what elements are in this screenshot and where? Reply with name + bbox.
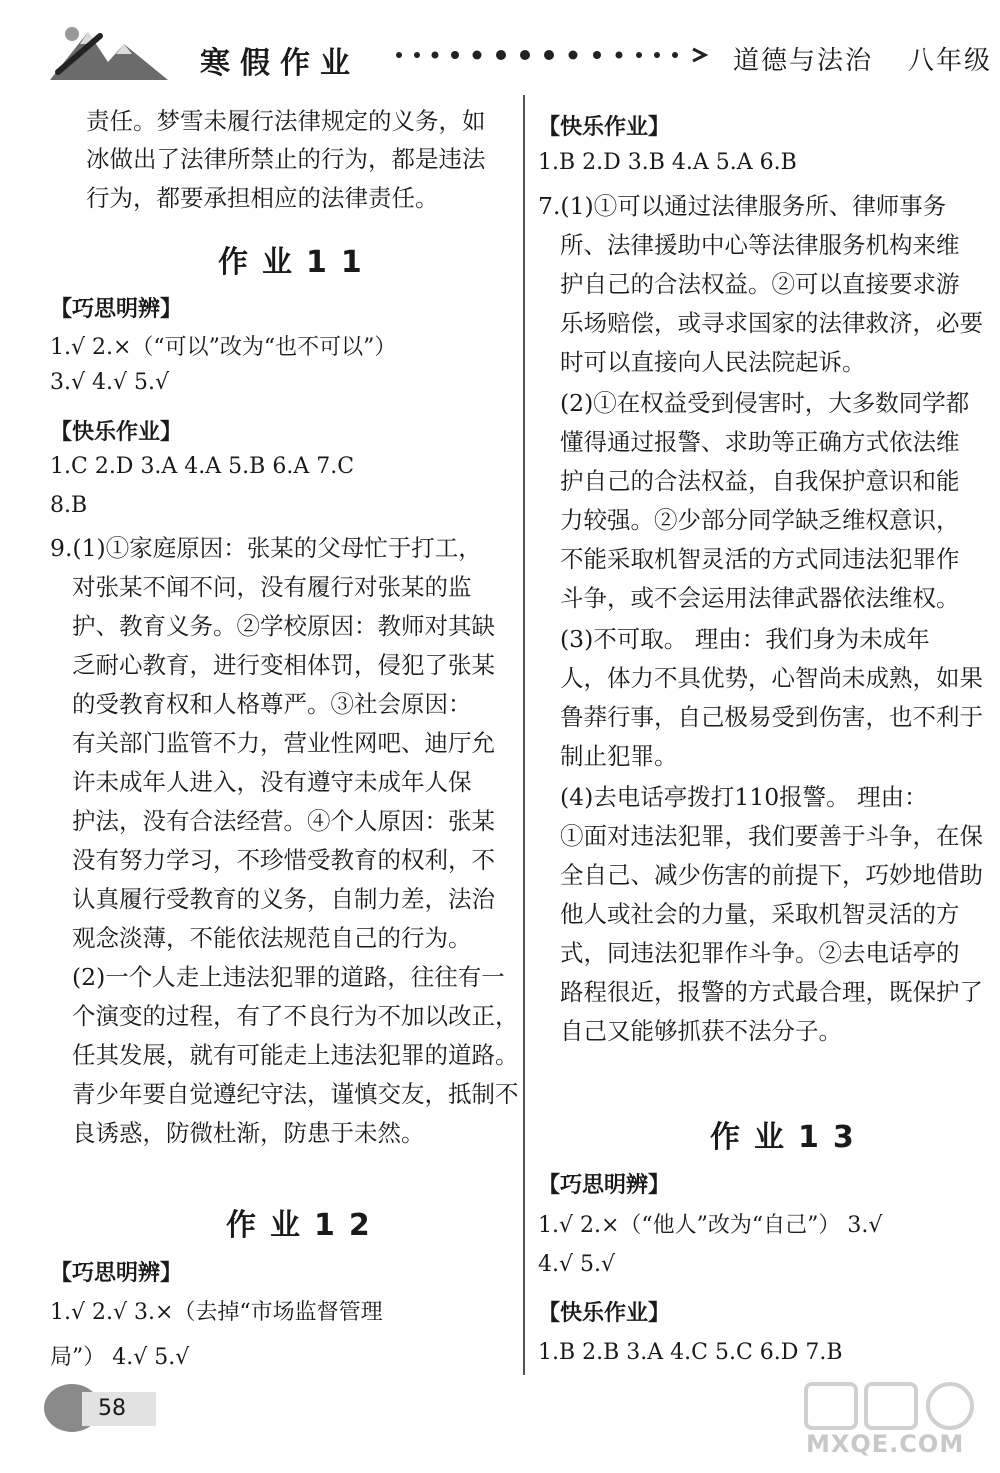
text-line: 对张某不闻不问，没有履行对张某的监	[72, 573, 472, 601]
answer-line: 8.B	[50, 493, 88, 518]
text-line: 没有努力学习，不珍惜受教育的权利，不	[72, 846, 495, 874]
section-heading: 【巧思明辨】	[538, 1173, 671, 1198]
text-line: 力较强。②少部分同学缺乏维权意识，	[560, 506, 960, 534]
text-line: 9.(1)①家庭原因：张某的父母忙于打工，	[50, 534, 482, 562]
text-line: 人，体力不具优势，心智尚未成熟，如果	[560, 664, 983, 692]
text-line: (3)不可取。 理由：我们身为未成年	[560, 625, 930, 653]
homework-title: 作业11	[218, 245, 376, 280]
text-line: 认真履行受教育的义务，自制力差，法治	[72, 885, 495, 913]
text-line: 鲁莽行事，自己极易受到伤害，也不利于	[560, 703, 983, 731]
text-line: 行为，都要承担相应的法律责任。	[86, 184, 439, 212]
column-divider	[523, 95, 525, 1375]
text-line: 青少年要自觉遵纪守法，谨慎交友，抵制不	[72, 1080, 519, 1108]
mountain-logo-icon	[50, 22, 168, 82]
text-line: (4)去电话亭拨打110报警。 理由：	[560, 783, 928, 811]
text-line: 的受教育权和人格尊严。③社会原因：	[72, 690, 472, 718]
text-line: 护法，没有合法经营。④个人原因：张某	[72, 807, 495, 835]
text-line: 他人或社会的力量，采取机智灵活的方	[560, 900, 960, 928]
text-line: 路程很近，报警的方式最合理，既保护了	[560, 978, 983, 1006]
text-line: (2)一个人走上违法犯罪的道路，往往有一	[72, 963, 505, 991]
text-line: 懂得通过报警、求助等正确方式依法维	[560, 428, 960, 456]
section-heading: 【快乐作业】	[538, 1301, 671, 1326]
answer-line: 1.C 2.D 3.A 4.A 5.B 6.A 7.C	[50, 454, 355, 479]
text-line: 冰做出了法律所禁止的行为，都是违法	[86, 145, 486, 173]
text-line: 良诱惑，防微杜渐，防患于未然。	[72, 1119, 425, 1147]
page-header	[0, 0, 1000, 95]
dotted-arrow-icon	[393, 47, 715, 63]
text-line: ①面对违法犯罪，我们要善于斗争，在保	[560, 822, 983, 850]
header-grade: 八年级	[908, 46, 993, 76]
text-line: 全自己、减少伤害的前提下，巧妙地借助	[560, 861, 983, 889]
text-line: (2)①在权益受到侵害时，大多数同学都	[560, 389, 970, 417]
text-line: 乏耐心教育，进行变相体罚，侵犯了张某	[72, 651, 495, 679]
text-line: 观念淡薄，不能依法规范自己的行为。	[72, 924, 472, 952]
text-line: 护、教育义务。②学校原因：教师对其缺	[72, 612, 495, 640]
page-number: 58	[98, 1396, 126, 1421]
answer-line: 1.B 2.B 3.A 4.C 5.C 6.D 7.B	[538, 1340, 843, 1365]
header-subject: 道德与法治	[733, 46, 874, 76]
answer-line: 4.√ 5.√	[538, 1252, 616, 1277]
text-line: 个演变的过程，有了不良行为不加以改正，	[72, 1002, 519, 1030]
text-line: 自己又能够抓获不法分子。	[560, 1017, 842, 1045]
text-line: 时可以直接向人民法院起诉。	[560, 348, 866, 376]
text-line: 式，同违法犯罪作斗争。②去电话亭的	[560, 939, 960, 967]
text-line: 任其发展，就有可能走上违法犯罪的道路。	[72, 1041, 519, 1069]
text-line: 斗争，或不会运用法律武器依法维权。	[560, 584, 960, 612]
text-line: 许未成年人进入，没有遵守未成年人保	[72, 768, 472, 796]
text-line: 责任。梦雪未履行法律规定的义务，如	[86, 107, 486, 135]
header-title: 寒假作业	[200, 46, 360, 81]
text-line: 护自己的合法权益。②可以直接要求游	[560, 270, 960, 298]
text-line: 有关部门监管不力，营业性网吧、迪厅允	[72, 729, 495, 757]
section-heading: 【快乐作业】	[538, 115, 671, 140]
homework-title: 作业12	[226, 1208, 384, 1243]
answer-line: 3.√ 4.√ 5.√	[50, 370, 170, 395]
text-line: 不能采取机智灵活的方式同违法犯罪作	[560, 545, 960, 573]
answer-line: 1.√ 2.×（“可以”改为“也不可以”）	[50, 335, 397, 360]
section-heading: 【巧思明辨】	[50, 297, 183, 322]
answer-line: 局”） 4.√ 5.√	[50, 1345, 190, 1370]
answer-line: 1.√ 2.×（“他人”改为“自己”） 3.√	[538, 1213, 883, 1238]
text-line: 7.(1)①可以通过法律服务所、律师事务	[538, 192, 947, 220]
section-heading: 【巧思明辨】	[50, 1261, 183, 1286]
answer-line: 1.√ 2.√ 3.×（去掉“市场监督管理	[50, 1300, 383, 1325]
section-heading: 【快乐作业】	[50, 420, 183, 445]
text-line: 护自己的合法权益，自我保护意识和能	[560, 467, 960, 495]
text-line: 制止犯罪。	[560, 742, 678, 770]
text-line: 乐场赔偿，或寻求国家的法律救济，必要	[560, 309, 983, 337]
homework-title: 作业13	[710, 1120, 868, 1155]
text-line: 所、法律援助中心等法律服务机构来维	[560, 231, 960, 259]
answer-line: 1.B 2.D 3.B 4.A 5.A 6.B	[538, 150, 797, 175]
watermark-text: MXQE.COM	[806, 1430, 965, 1458]
